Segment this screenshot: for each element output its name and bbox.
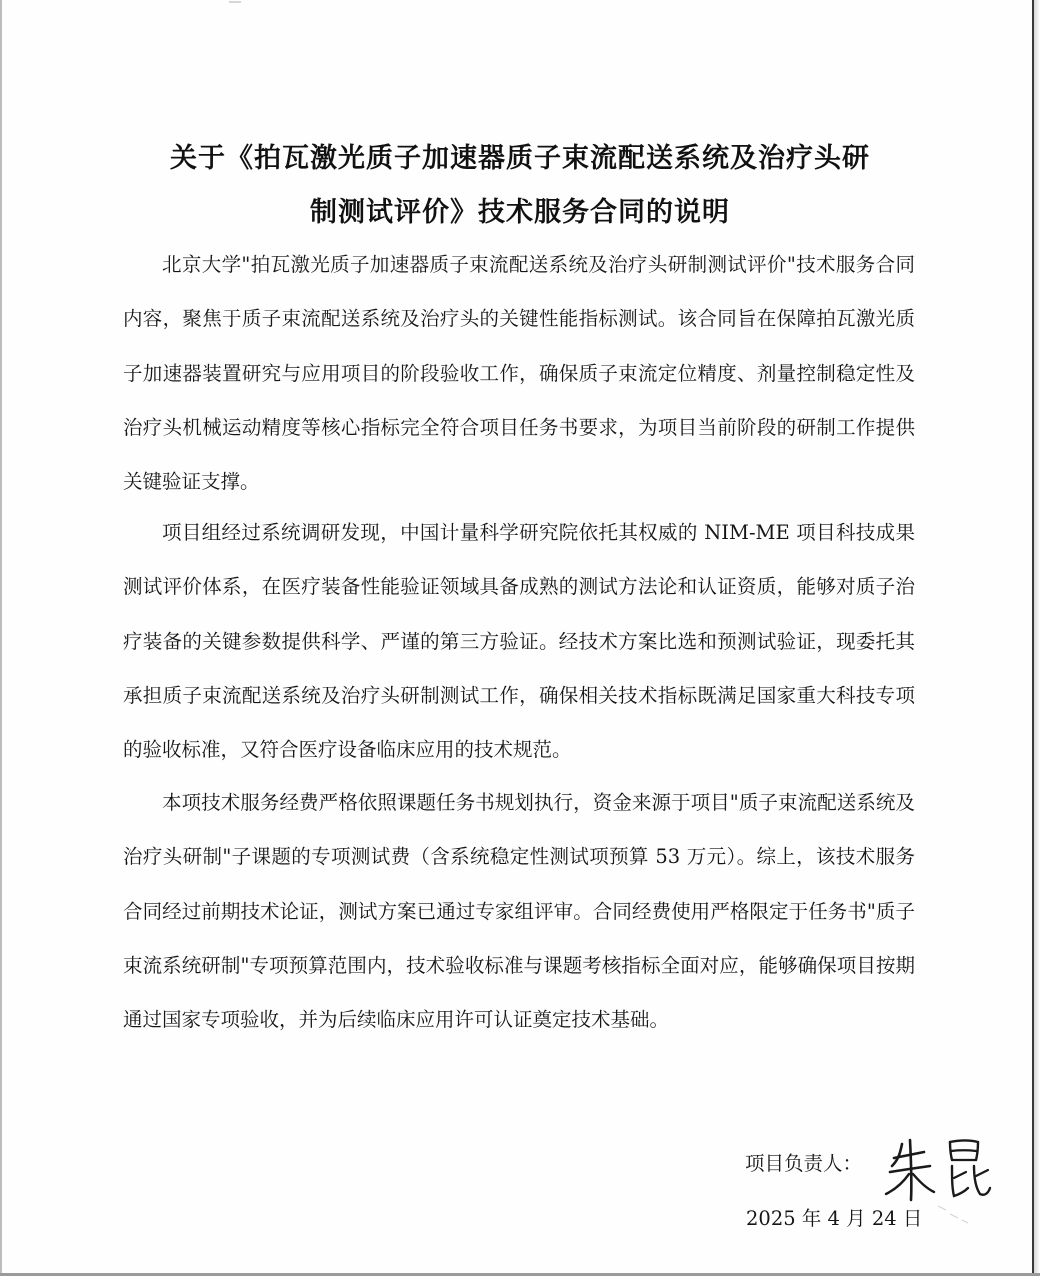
- document-title-line-1: 关于《拍瓦激光质子加速器质子束流配送系统及治疗头研: [170, 143, 870, 174]
- project-leader-label: 项目负责人：: [745, 1152, 863, 1175]
- body-paragraph-3: 本项技术服务经费严格依照课题任务书规划执行，资金来源于项目"质子束流配送系统及治疗头研制"子课题的专项测试费（含系统稳定性测试项预算 53 万元）。综上，该技术服务合同经过前期技术论证，测试方案已通过专家组评审。合同经费使用严格限定于任务书"质子束流系统研制"专项预算范围内，技术验收标准与课题考核指标全面对应，能够确保项目按期通过国家专项验收，并为后续临床应用许可认证奠定技术基础。: [123, 791, 915, 1032]
- body-paragraph-1: 北京大学"拍瓦激光质子加速器质子束流配送系统及治疗头研制测试评价"技术服务合同内容，聚焦于质子束流配送系统及治疗头的关键性能指标测试。该合同旨在保障拍瓦激光质子加速器装置研究与应用项目的阶段验收工作，确保质子束流定位精度、剂量控制稳定性及治疗头机械运动精度等核心指标完全符合项目任务书要求，为项目当前阶段的研制工作提供关键验证支撑。: [123, 253, 915, 494]
- scan-artifact: [932, 1198, 972, 1226]
- scan-edge-left: [0, 0, 2, 1276]
- signature-date: 2025 年 4 月 24 日: [746, 1207, 923, 1230]
- scan-edge-shadow: [1034, 0, 1040, 1276]
- body-paragraph-2: 项目组经过系统调研发现，中国计量科学研究院依托其权威的 NIM-ME 项目科技成果测试评价体系，在医疗装备性能验证领域具备成熟的测试方法论和认证资质，能够对质子治疗装备的关键参数提供科学、严谨的第三方验证。经技术方案比选和预测试验证，现委托其承担质子束流配送系统及治疗头研制测试工作，确保相关技术指标既满足国家重大科技专项的验收标准，又符合医疗设备临床应用的技术规范。: [123, 521, 915, 762]
- document-title-line-2: 制测试评价》技术服务合同的说明: [310, 197, 730, 228]
- scan-speck: [228, 0, 242, 4]
- scan-edge-right: [1032, 0, 1034, 1276]
- handwritten-signature: [880, 1130, 1000, 1208]
